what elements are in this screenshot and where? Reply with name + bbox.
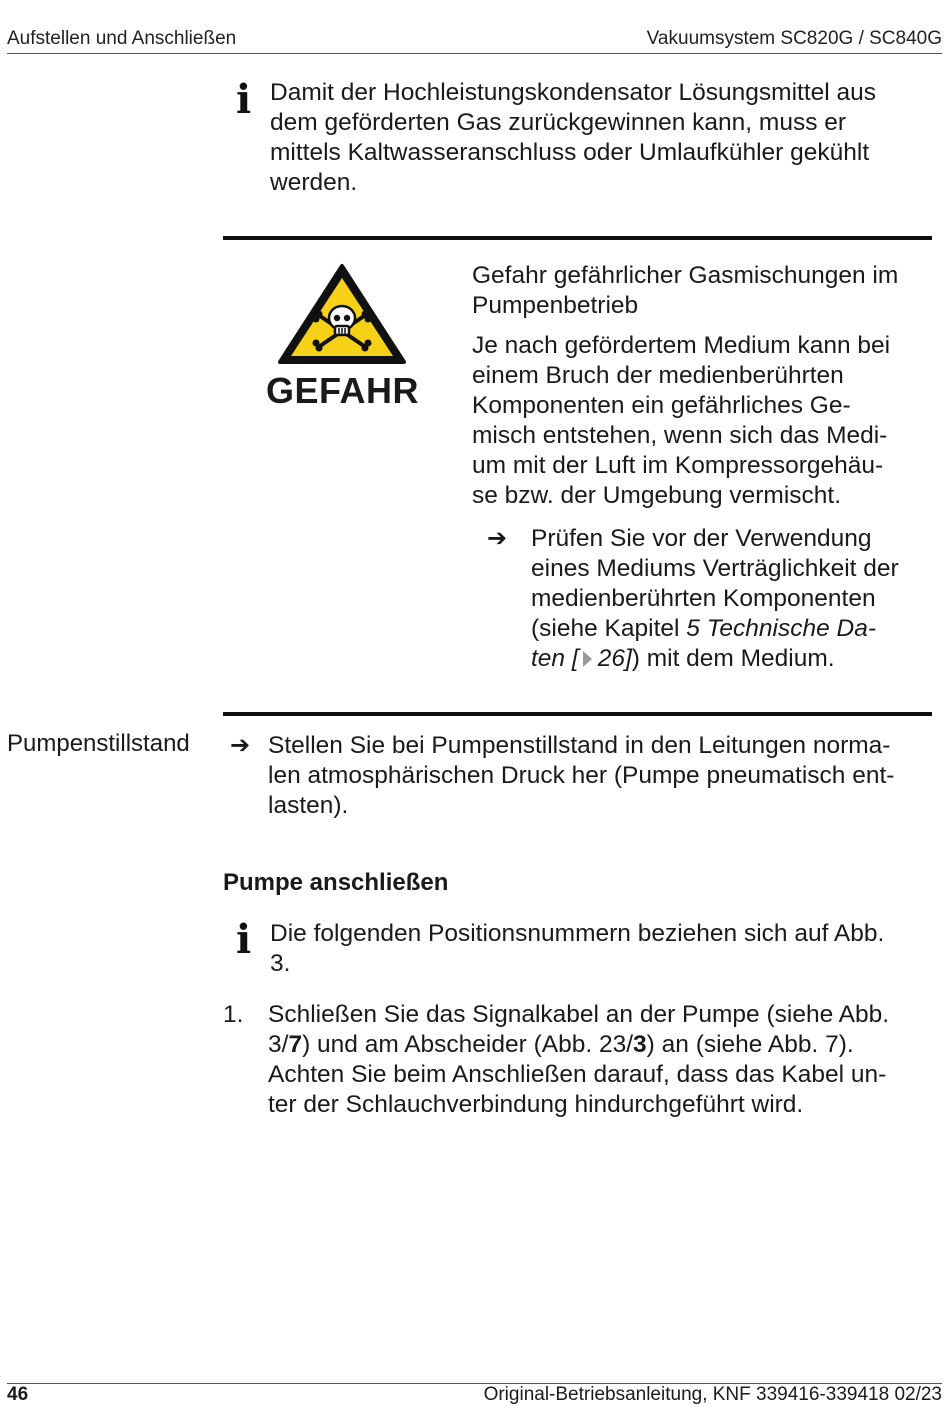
danger-body-line: Je nach gefördertem Medium kann bei	[472, 332, 891, 359]
action-text: ) mit dem Medium.	[631, 645, 835, 672]
info-note	[270, 78, 930, 198]
note-line: mittels Kaltwasseranschluss oder Umlaufkühler gekühlt	[270, 139, 870, 166]
action-line	[531, 614, 931, 644]
danger-body-line: se bzw. der Umgebung vermischt.	[472, 482, 842, 509]
standstill-rule	[223, 712, 932, 716]
action-line: Prüfen Sie vor der Verwendung	[531, 525, 872, 552]
page-ref-icon	[583, 651, 592, 667]
header-rule	[7, 53, 942, 54]
section-note	[270, 919, 935, 979]
chapter-link[interactable]: 5 Technische Da-	[686, 615, 877, 642]
note-line: 3.	[270, 950, 291, 977]
step-line: 3/7) und am Abscheider (Abb. 23/3) an (siehe Abb. 7).	[268, 1031, 854, 1058]
standstill-line: lasten).	[268, 792, 349, 819]
action-line: medienberührten Komponenten	[531, 585, 876, 612]
action-arrow-icon: ➔	[230, 731, 251, 759]
step-text	[268, 1000, 938, 1120]
danger-body-line: um mit der Luft im Kompressorgehäu-	[472, 452, 884, 479]
danger-action	[531, 524, 931, 674]
danger-body-line: einem Bruch der medienberührten	[472, 362, 844, 389]
note-line: dem geförderten Gas zurückgewinnen kann, muss er	[270, 109, 847, 136]
danger-top-rule	[223, 236, 932, 240]
toxic-warning-icon	[276, 262, 408, 366]
footer-doc: Original-Betriebsanleitung, KNF 339416-339418 02/23	[483, 1384, 942, 1405]
note-line: Die folgenden Positionsnummern beziehen sich auf Abb.	[270, 920, 885, 947]
step-line: ter der Schlauchverbindung hindurchgeführt wird.	[268, 1091, 804, 1118]
danger-title-line: Pumpenbetrieb	[472, 292, 639, 319]
danger-title-line: Gefahr gefährlicher Gasmischungen im	[472, 262, 899, 289]
info-icon: i	[236, 916, 252, 963]
info-icon: i	[236, 76, 252, 123]
danger-title	[472, 261, 932, 321]
standstill-line: len atmosphärischen Druck her (Pumpe pneumatisch ent-	[268, 762, 895, 789]
header-left: Aufstellen und Anschließen	[7, 28, 237, 49]
position-number: 7	[288, 1031, 303, 1058]
danger-label: GEFAHR	[266, 370, 420, 411]
chapter-link[interactable]: ten [ 26]	[531, 645, 632, 672]
danger-body-line: Komponenten ein gefährliches Ge-	[472, 392, 851, 419]
standstill-line: Stellen Sie bei Pumpenstillstand in den Leitungen norma-	[268, 732, 891, 759]
action-arrow-icon: ➔	[487, 524, 508, 552]
header-right: Vakuumsystem SC820G / SC840G	[646, 28, 942, 49]
note-line: werden.	[270, 169, 358, 196]
action-line	[531, 644, 931, 674]
action-line: eines Mediums Verträglichkeit der	[531, 555, 899, 582]
side-label: Pumpenstillstand	[7, 730, 190, 757]
danger-body-line: misch entstehen, wenn sich das Medi-	[472, 422, 888, 449]
step-line: Schließen Sie das Signalkabel an der Pumpe (siehe Abb.	[268, 1001, 890, 1028]
section-heading: Pumpe anschließen	[223, 869, 449, 896]
note-line: Damit der Hochleistungskondensator Lösungsmittel aus	[270, 79, 877, 106]
step-line: Achten Sie beim Anschließen darauf, dass das Kabel un-	[268, 1061, 887, 1088]
standstill-text	[268, 731, 938, 821]
page-number: 46	[7, 1384, 29, 1405]
action-text: (siehe Kapitel	[531, 615, 687, 642]
step-number: 1.	[223, 1001, 244, 1028]
position-number: 3	[633, 1031, 647, 1058]
danger-body	[472, 331, 932, 511]
